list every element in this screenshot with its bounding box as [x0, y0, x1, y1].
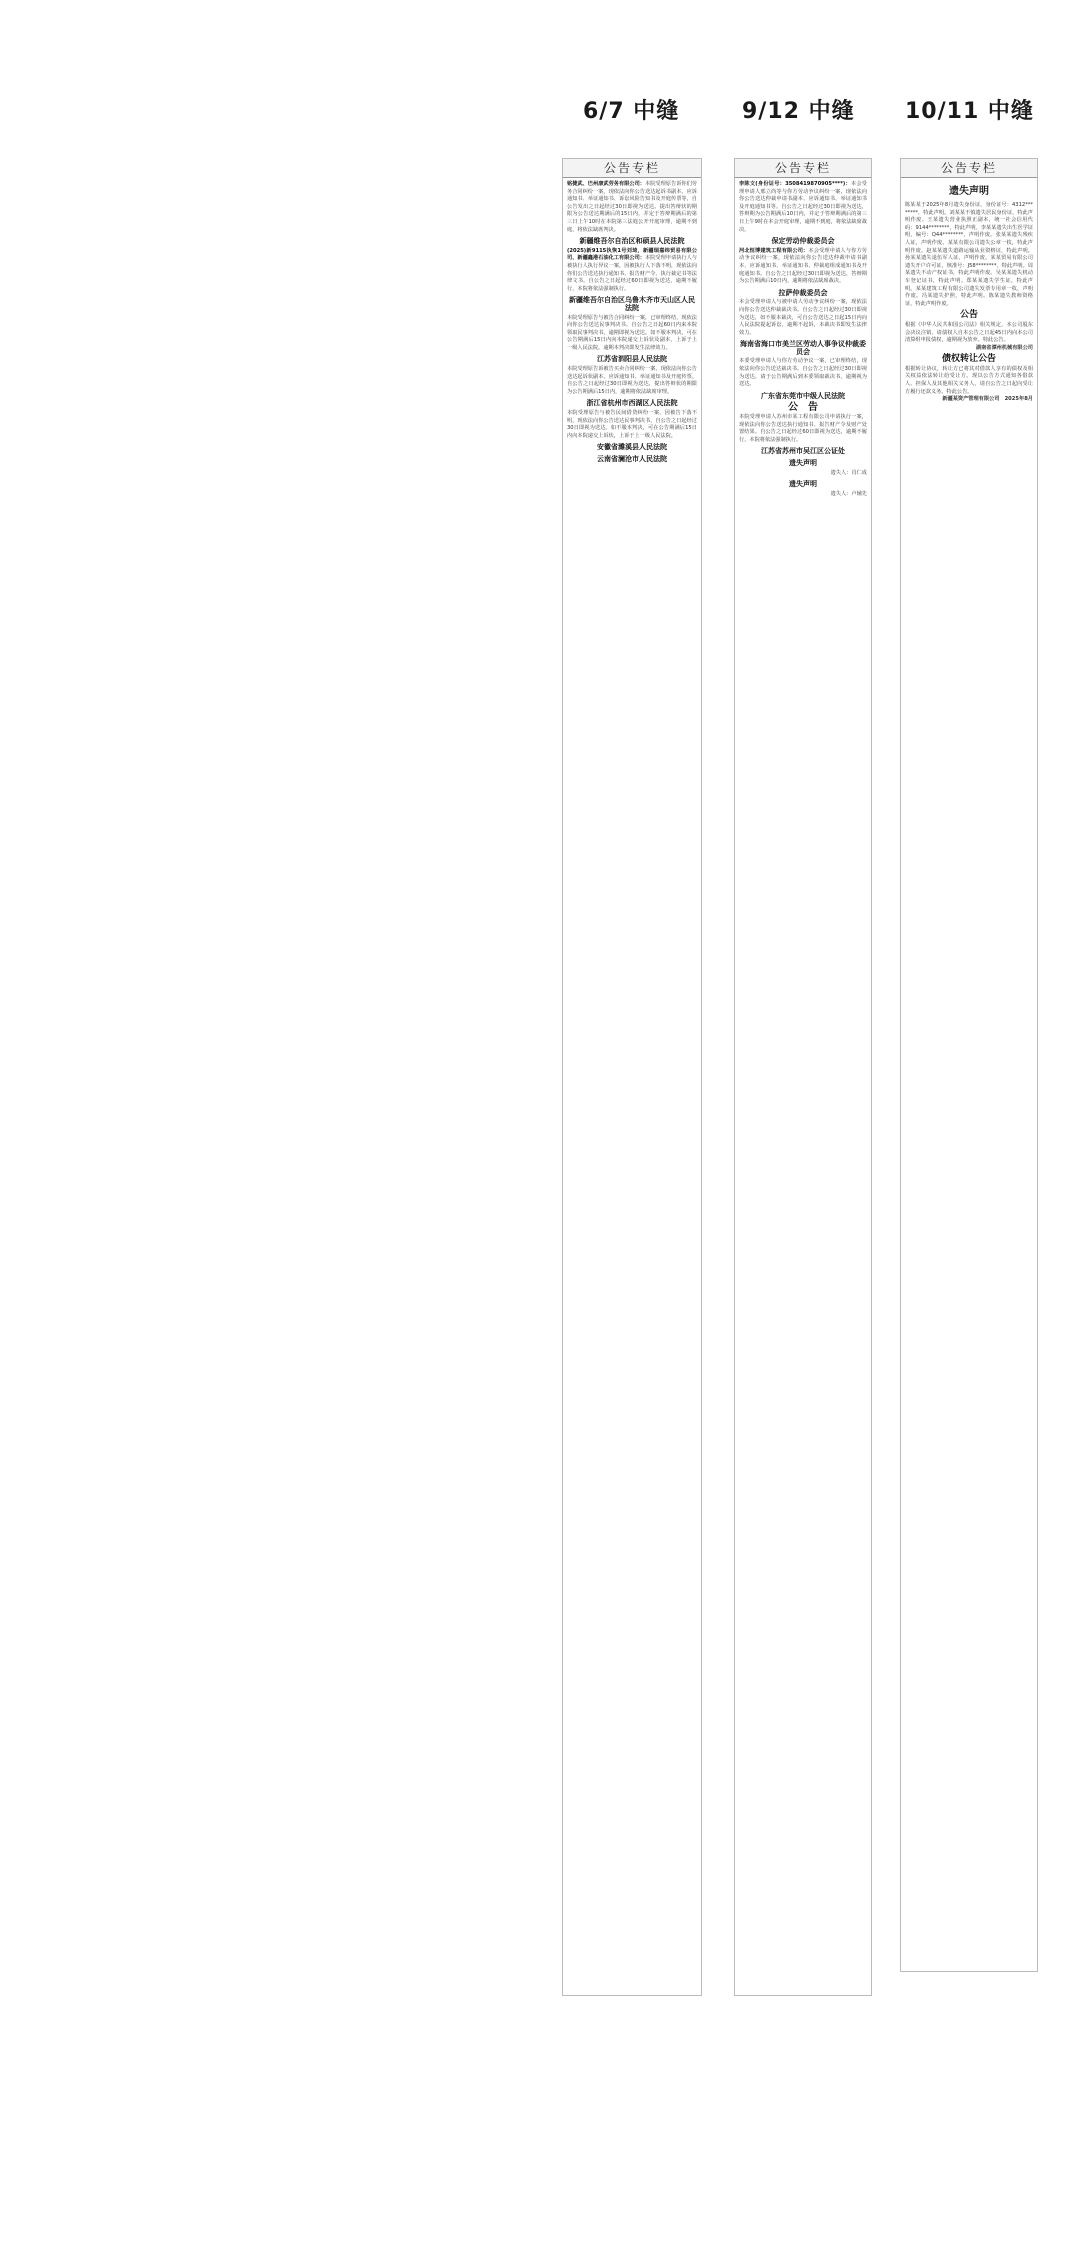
notice-lead: 李陈文(身份证号：3508419870905****)：	[739, 181, 851, 187]
court-name: 云南省澜沧市人民法院	[597, 455, 667, 463]
notice-text: 本会受理申请人与你方劳动争议纠纷一案，现依法向你公告送达仲裁申请书副本、应诉通知书、举证通知书、仲裁庭组成通知书及开庭通知书。自公告之日起经过30日即视为送达，答辩期为公告期满后10日内，逾期将依法缺席裁决。	[739, 247, 867, 285]
court-name: 拉萨仲裁委员会	[778, 288, 828, 297]
court-name: 广东省东莞市中级人民法院	[761, 391, 845, 400]
lost-notice-title: 遗失声明	[789, 480, 817, 489]
column-body	[735, 178, 871, 501]
notice-lead: 河北恒博建筑工程有限公司：	[739, 247, 809, 254]
signature: 遗失人：肖仁成	[830, 469, 867, 476]
notice-text: 本院受理原告诉被告买卖合同纠纷一案，现依法向你公告送达起诉状副本、应诉通知书、举证通知书及开庭传票。自公告之日起经过30日即视为送达，提出答辩状的期限为公告期满后15日内，逾期将依法缺席审理。	[567, 366, 697, 395]
notice-lead: (2025)新9115执恢1号刘琦，新疆瑞嘉纬贸易有限公司、新疆鑫港石油化工有限公司：	[567, 247, 697, 262]
notice-text: 本院受理原告诉你们劳务合同纠纷一案，现依法向你公告送达起诉书副本、应诉通知书、举证通知书、诉讼风险告知书及开庭传票等，自公告发出之日起经过30日即视为送达。提出答辩状的期限为公告送达期满后的15日内，并定于答辩期满后的第三日上午10时在本院第三法庭公开开庭审理，逾期不到庭，将依法缺席判决。	[567, 181, 697, 233]
company-signature: 新疆某资产管理有限公司 2025年8月	[942, 396, 1033, 403]
notice-column-1	[562, 158, 702, 1996]
notice-text: 根据《中华人民共和国公司法》相关规定，本公司股东会决议注销，请债权人自本公告之日起45日内向本公司清算组申报债权，逾期视为放弃。特此公告。	[905, 321, 1033, 344]
column-subtitle: 遗失声明	[949, 186, 989, 197]
court-name: 江苏省苏州市吴江区公证处	[761, 447, 845, 456]
lost-notice-title: 遗失声明	[789, 459, 817, 467]
notice-lead: 铭捷武、巴州康武劳务有限公司：	[567, 181, 645, 187]
notice-text: 根据转让协议，转让方已将其对借款人享有的债权及相关权益依法转让给受让方。现以公告方式通知各借款人、担保人及其他相关义务人，请自公告之日起向受让方履行还款义务。特此公告。	[905, 365, 1033, 395]
notice-text: 本院受理申请人苏州市某工程有限公司申请执行一案，现依法向你公告送达执行通知书、报告财产令及财产处置结果。自公告之日起经过60日即视为送达，逾期不履行，本院将依法强制执行。	[739, 414, 867, 443]
company-signature: 湖南省潭州机械有限公司	[975, 344, 1033, 351]
court-name: 保定劳动仲裁委员会	[771, 237, 835, 246]
signature: 遗失人：卢辅先	[830, 490, 867, 497]
notice-text: 本院受理原告与被告合同纠纷一案，已审理终结，现依法向你公告送达民事判决书。自公告之日起60日内来本院领取民事判决书，逾期即视为送达。如不服本判决，可在公告期满后15日内向本院递交上诉状及副本，上诉于上一级人民法院。逾期本判决即发生法律效力。	[567, 314, 697, 351]
notice-text: 本会受理申请人邢立尚等与你方劳动争议纠纷一案，现依法向你公告送达仲裁申请书副本、应诉通知书、举证通知书及开庭通知书等。自公告之日起经过30日即视为送达，答辩期为公告期满后10日内，并定于答辩期满后的第三日上午9时在本会开庭审理，逾期不到庭，将依法缺席裁决。	[739, 181, 867, 233]
notice-title: 公 告	[788, 402, 818, 414]
column-title: 公告专栏	[901, 159, 1037, 178]
court-name: 新疆维吾尔自治区和硕县人民法院	[579, 237, 685, 246]
column-date-header-1: 6/7 中缝	[583, 99, 680, 124]
notice-column-3	[900, 158, 1038, 1972]
court-name: 江苏省泗阳县人民法院	[597, 355, 667, 364]
notice-text: 本院受理原告与被告民间借贷纠纷一案，因被告下落不明，现依法向你公告送达民事判决书，自公告之日起经过30日即视为送达。如不服本判决，可在公告期满后15日内向本院递交上诉状，上诉于上一级人民法院。	[567, 410, 697, 439]
court-name: 浙江省杭州市西湖区人民法院	[586, 399, 678, 408]
court-name: 海南省海口市美兰区劳动人事争议仲裁委员会	[740, 340, 866, 356]
notice-text: 陈某某于2025年8月遗失身份证，身份证号：4312********，特此声明。刘某某不慎遗失居民身份证，特此声明作废。王某遗失营业执照正副本，统一社会信用代码：9144********，特此声明。李某某遗失出生医学证明，编号：Q44********，声明作废。张某某遗失残疾人证，声明作废。某某有限公司遗失公章一枚，特此声明作废。赵某某遗失道路运输从业资格证，特此声明。孙某某遗失退伍军人证，声明作废。某某贸易有限公司遗失开户许可证，核准号：J58********，特此声明。周某遗失不动产权证书，特此声明作废。吴某某遗失机动车登记证书，特此声明。郑某某遗失学生证，特此声明。某某建筑工程有限公司遗失发票专用章一枚，声明作废。冯某遗失护照，特此声明。陈某遗失教师资格证，特此声明作废。	[905, 202, 1033, 307]
column-date-header-2: 9/12 中缝	[742, 99, 855, 124]
column-title: 公告专栏	[563, 159, 701, 178]
column-title: 公告专栏	[735, 159, 871, 178]
notice-column-2	[734, 158, 872, 1996]
notice-title: 公告	[959, 310, 978, 321]
column-date-header-3: 10/11 中缝	[905, 99, 1034, 124]
column-body	[563, 178, 701, 469]
notice-text: 本委受理申请人与你方劳动争议一案，已审理终结，现依法向你公告送达裁决书。自公告之日起经过30日即视为送达，请于公告期满后到本委领取裁决书，逾期视为送达。	[739, 358, 867, 388]
notice-text: 本院受理申请执行人与被执行人执行异议一案，因被执行人下落不明，现依法向你们公告送达执行通知书、报告财产令、执行裁定书等法律文书。自公告之日起经过60日即视为送达，逾期不履行，本院将依法强制执行。	[567, 255, 697, 292]
notice-text: 本会受理申请人与被申请人劳动争议纠纷一案，现依法向你公告送达仲裁裁决书。自公告之日起经过30日即视为送达，如不服本裁决，可自公告送达之日起15日内向人民法院提起诉讼，逾期不起诉，本裁决书即发生法律效力。	[739, 299, 867, 336]
column-body	[901, 199, 1037, 407]
court-name: 新疆维吾尔自治区乌鲁木齐市天山区人民法院	[569, 296, 695, 312]
court-name: 安徽省濉溪县人民法院	[597, 443, 667, 452]
notice-title: 债权转让公告	[941, 354, 996, 365]
